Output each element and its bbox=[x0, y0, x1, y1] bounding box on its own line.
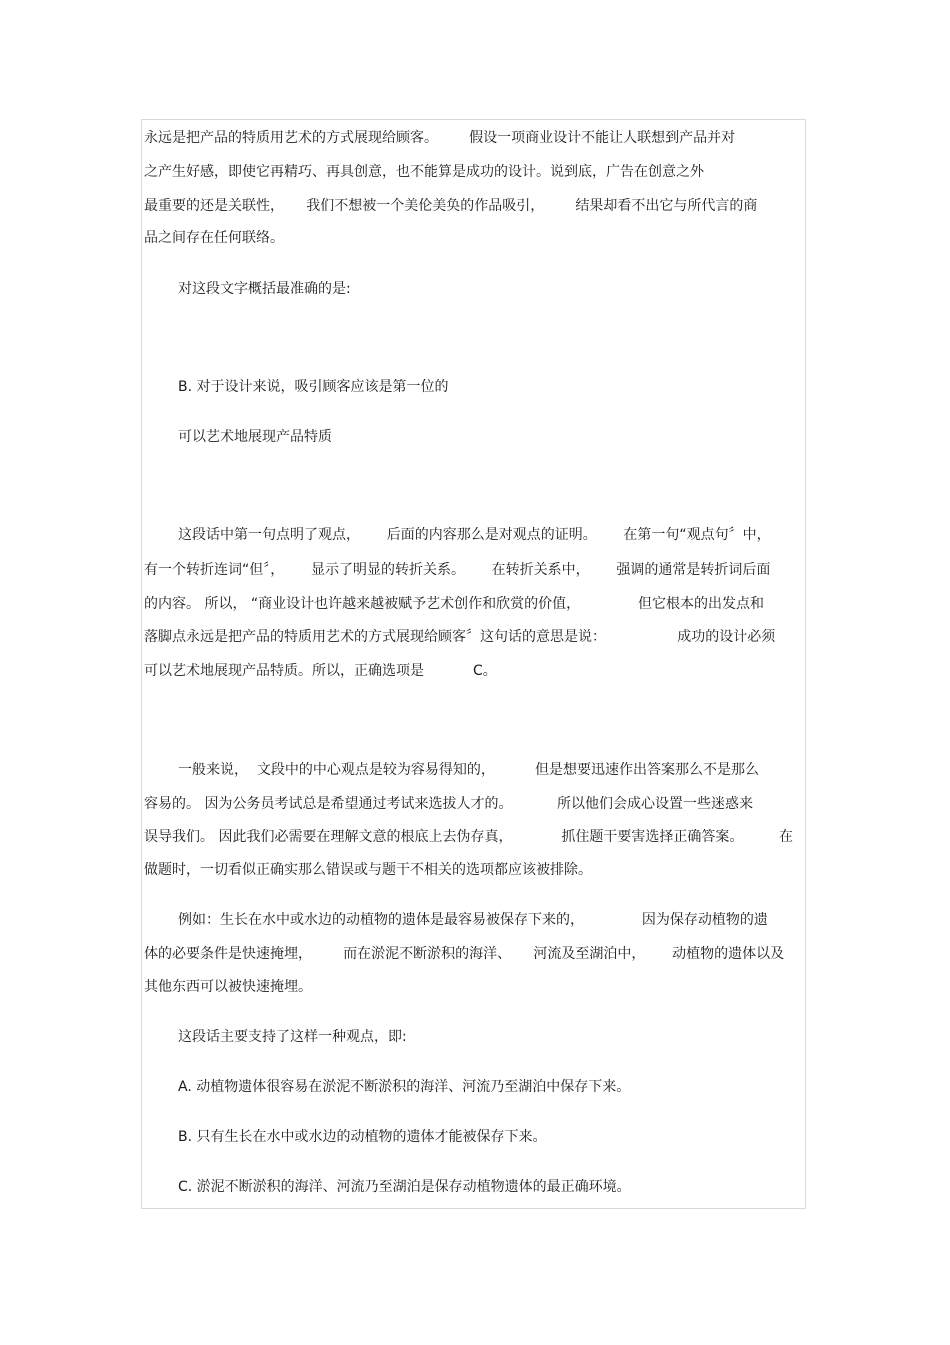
example-line-2: 体的必要条件是快速掩埋， 而在淤泥不断淤积的海洋、 河流及至湖泊中， 动植物的遗体以及 bbox=[144, 946, 785, 962]
analysis-line-5: 可以艺术地展现产品特质。所以，正确选项是 C。 bbox=[144, 663, 497, 679]
question-option-fragment: 可以艺术地展现产品特质 bbox=[178, 429, 332, 445]
passage-line-4: 品之间存在任何联络。 bbox=[144, 230, 284, 246]
example-option-b: B. 只有生长在水中或水边的动植物的遗体才能被保存下来。 bbox=[178, 1129, 547, 1145]
advice-line-2: 容易的。 因为公务员考试总是希望通过考试来选拔人才的。 所以他们会成心设置一些迷惑来 bbox=[144, 796, 753, 812]
question-prompt: 对这段文字概括最准确的是: bbox=[178, 281, 351, 297]
analysis-line-2: 有一个转折连词“但〞， 显示了明显的转折关系。 在转折关系中， 强调的通常是转折词后面 bbox=[144, 562, 771, 578]
analysis-line-1: 这段话中第一句点明了观点， 后面的内容那么是对观点的证明。 在第一句“观点句〞中， bbox=[178, 527, 771, 543]
advice-line-4: 做题时，一切看似正确实那么错误或与题干不相关的选项都应该被排除。 bbox=[144, 862, 592, 878]
passage-line-1: 永远是把产品的特质用艺术的方式展现给顾客。 假设一项商业设计不能让人联想到产品并对 bbox=[144, 130, 736, 146]
passage-line-3: 最重要的还是关联性， 我们不想被一个美伦美奂的作品吸引， 结果却看不出它与所代言的商 bbox=[144, 198, 758, 214]
passage-line-2: 之产生好感，即使它再精巧、再具创意，也不能算是成功的设计。说到底，广告在创意之外 bbox=[144, 164, 704, 180]
example-option-a: A. 动植物遗体很容易在淤泥不断淤积的海洋、河流乃至湖泊中保存下来。 bbox=[178, 1079, 631, 1095]
example-line-1: 例如：生长在水中或水边的动植物的遗体是最容易被保存下来的， 因为保存动植物的遗 bbox=[178, 912, 768, 928]
advice-line-3: 误导我们。 因此我们必需要在理解文意的根底上去伪存真， 抓住题干要害选择正确答案。 在 bbox=[144, 829, 794, 845]
example-prompt: 这段话主要支持了这样一种观点，即: bbox=[178, 1029, 407, 1045]
advice-line-1: 一般来说， 文段中的中心观点是较为容易得知的， 但是想要迅速作出答案那么不是那么 bbox=[178, 762, 759, 778]
example-line-3: 其他东西可以被快速掩埋。 bbox=[144, 979, 312, 995]
analysis-line-3: 的内容。 所以， “商业设计也许越来越被赋予艺术创作和欣赏的价值， 但它根本的出发点和 bbox=[144, 596, 765, 612]
question-option-b: B. 对于设计来说，吸引顾客应该是第一位的 bbox=[178, 379, 449, 395]
example-option-c: C. 淤泥不断淤积的海洋、河流乃至湖泊是保存动植物遗体的最正确环境。 bbox=[178, 1179, 631, 1195]
analysis-line-4: 落脚点永远是把产品的特质用艺术的方式展现给顾客〞这句话的意思是说： 成功的设计必须 bbox=[144, 629, 776, 645]
